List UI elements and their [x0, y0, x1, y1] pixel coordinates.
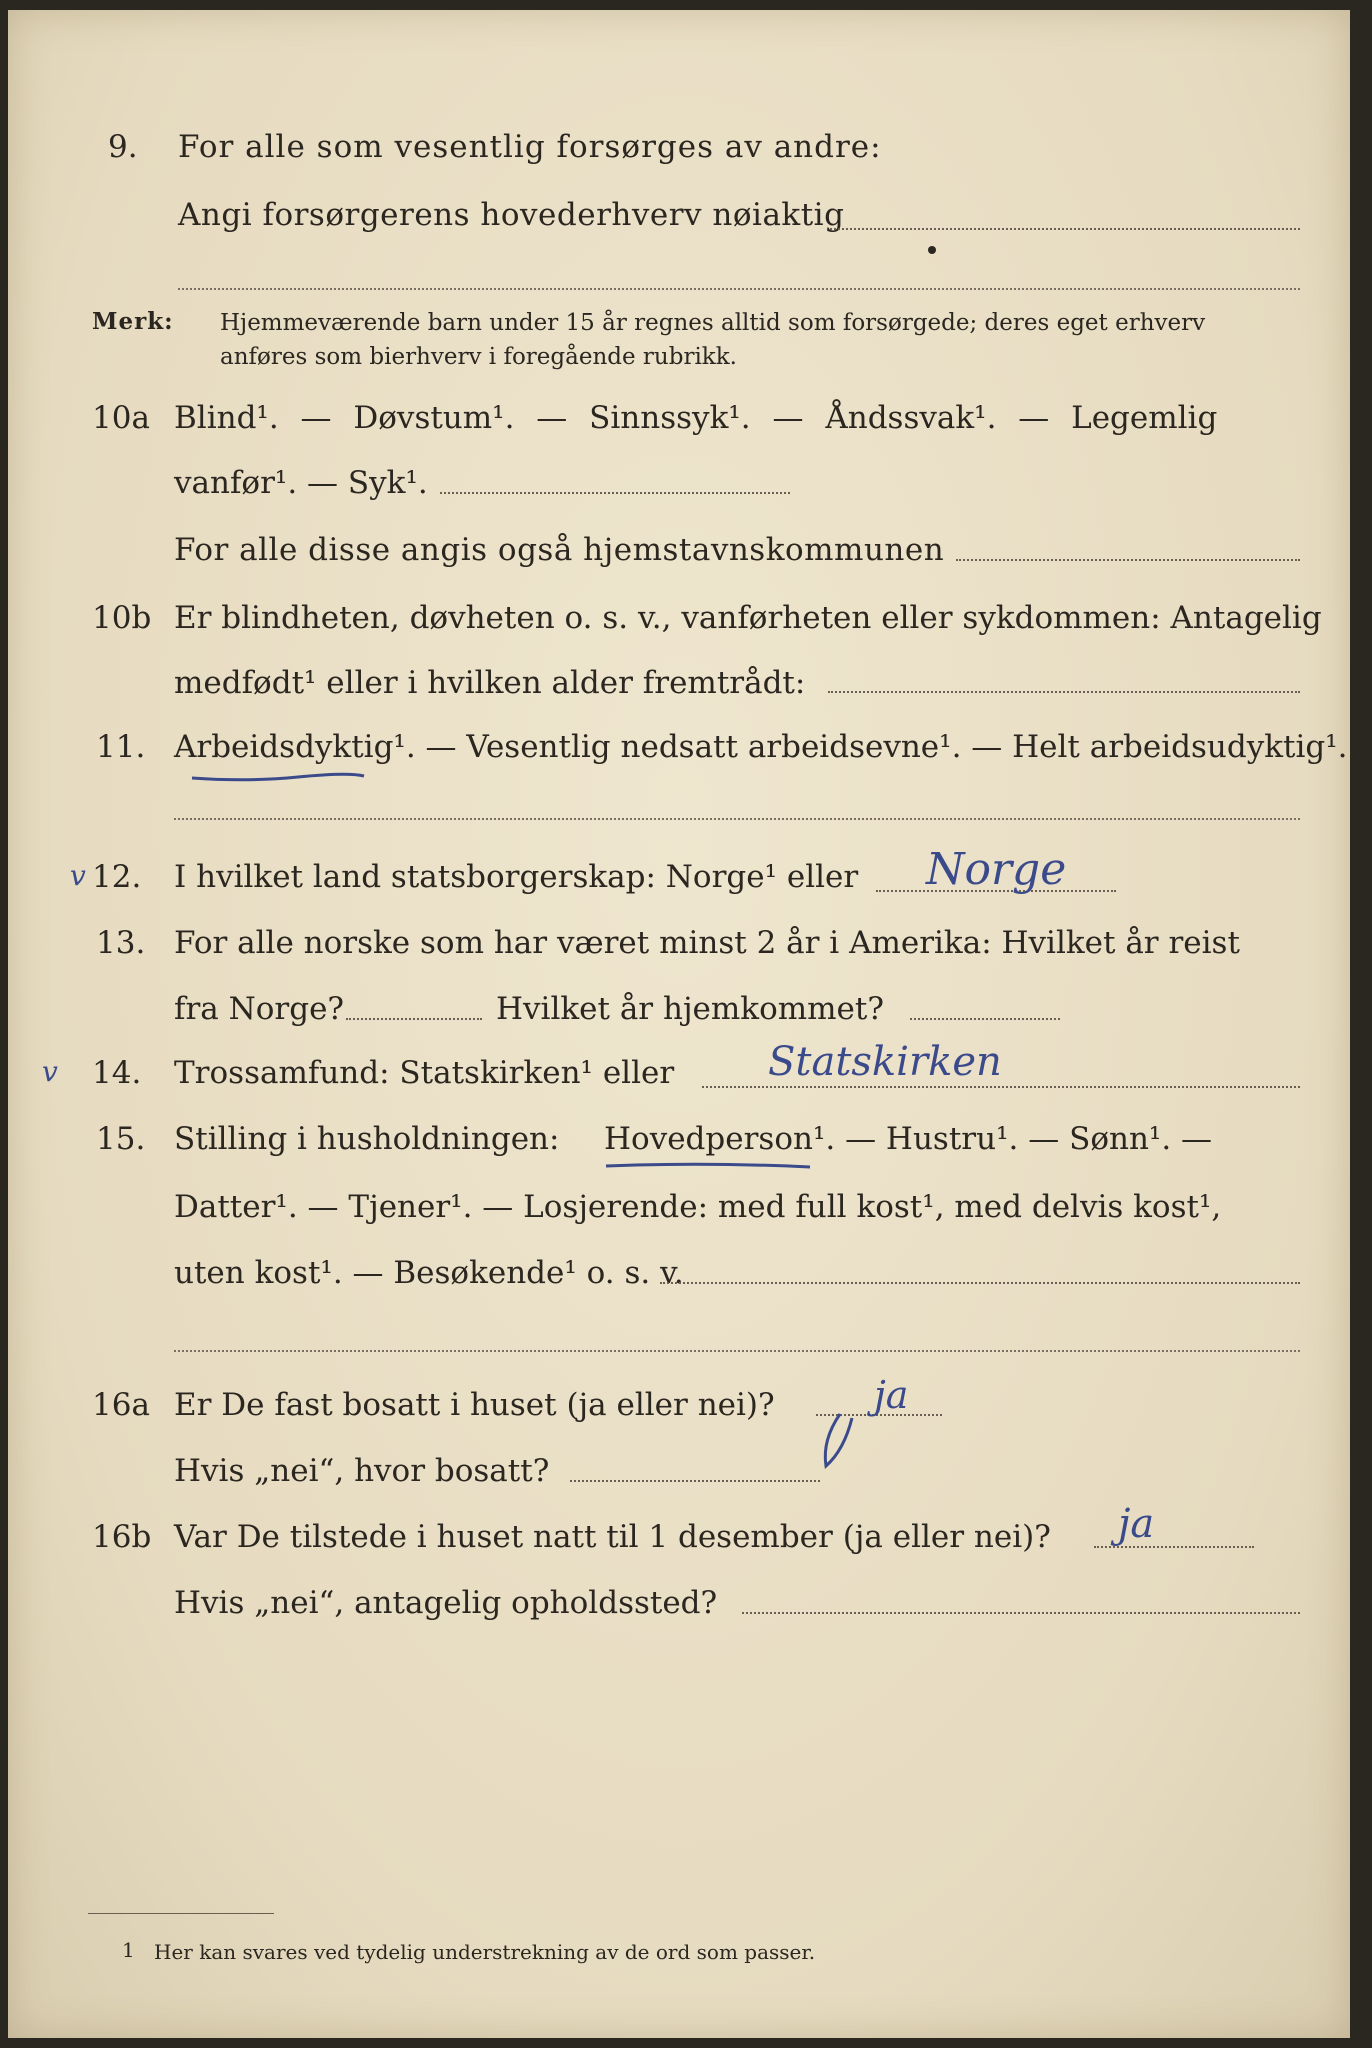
q15-line3: uten kost¹. — Besøkende¹ o. s. v. [174, 1255, 684, 1291]
q11-number: 11. [96, 729, 146, 765]
q12-check-mark: v [70, 859, 86, 892]
q14-number: 14. [92, 1055, 142, 1091]
q10b-answer-line[interactable] [828, 691, 1300, 693]
underline-hovedperson [604, 1158, 814, 1172]
q9-number: 9. [108, 129, 138, 165]
q14-line1: Trossamfund: Statskirken¹ eller [174, 1055, 675, 1091]
q12-line1: I hvilket land statsborgerskap: Norge¹ eller [174, 859, 859, 895]
q16a-residence-line[interactable] [570, 1480, 820, 1482]
q10a-answer-line[interactable] [440, 492, 790, 494]
q15-number: 15. [96, 1121, 146, 1157]
census-form-page [8, 10, 1350, 2038]
q15-line1a: Stilling i husholdningen: [174, 1121, 560, 1157]
q15-line2: Datter¹. — Tjener¹. — Losjerende: med full kost¹, med delvis kost¹, [174, 1189, 1222, 1225]
q10a-municipality-line[interactable] [956, 559, 1300, 561]
q10b-line2: medfødt¹ eller i hvilken alder fremtrådt: [174, 665, 806, 701]
q9-answer-line-2[interactable] [178, 288, 1300, 290]
q15-answer-line[interactable] [660, 1282, 1300, 1284]
q16b-number: 16b [92, 1519, 152, 1555]
q14-check-mark: v [42, 1055, 58, 1088]
q16b-line2: Hvis „nei“, antagelig opholdssted? [174, 1585, 718, 1621]
merk-line2: anføres som bierhverv i foregående rubrikk. [220, 344, 737, 370]
q13-line2b: Hvilket år hjemkommet? [496, 991, 884, 1027]
merk-label: Merk: [92, 308, 174, 335]
q10a-line2: vanfør¹. — Syk¹. [174, 465, 428, 501]
q11-rule [174, 818, 1300, 820]
footnote-rule [88, 1913, 274, 1914]
q15-line1b: Hovedperson¹. — Hustru¹. — Sønn¹. — [604, 1121, 1213, 1157]
q12-number: 12. [92, 859, 142, 895]
q16a-handwritten-answer: ja [874, 1373, 909, 1417]
q15-rule [174, 1350, 1300, 1352]
q12-handwritten-answer: Norge [926, 844, 1067, 895]
ink-dot [928, 246, 936, 254]
q13-line2a: fra Norge? [174, 991, 345, 1027]
q16a-line2: Hvis „nei“, hvor bosatt? [174, 1453, 550, 1489]
q13-departure-line[interactable] [346, 1018, 482, 1020]
underline-arbeidsdyktig [188, 768, 368, 784]
q14-answer-line[interactable] [702, 1086, 1300, 1088]
q10a-line1: Blind¹. — Døvstum¹. — Sinnssyk¹. — Åndssvak¹. — Legemlig [174, 400, 1218, 436]
q11-line1: Arbeidsdyktig¹. — Vesentlig nedsatt arbeidsevne¹. — Helt arbeidsudyktig¹. [174, 729, 1348, 765]
q16b-handwritten-answer: ja [1118, 1501, 1155, 1547]
q13-return-line[interactable] [910, 1018, 1060, 1020]
merk-line1: Hjemmeværende barn under 15 år regnes alltid som forsørgede; deres eget erhverv [220, 310, 1206, 336]
q10b-line1: Er blindheten, døvheten o. s. v., vanførheten eller sykdommen: Antagelig [174, 600, 1322, 636]
q13-line1: For alle norske som har været minst 2 år i Amerika: Hvilket år reist [174, 925, 1240, 961]
q10a-line3: For alle disse angis også hjemstavnskommunen [174, 532, 945, 568]
handwritten-stroke [814, 1410, 864, 1474]
footnote-mark: 1 [122, 1938, 135, 1962]
q14-handwritten-answer: Statskirken [768, 1039, 1002, 1085]
q9-answer-line[interactable] [830, 228, 1300, 230]
q10b-number: 10b [92, 600, 152, 636]
q10a-number: 10a [92, 400, 150, 436]
q16b-location-line[interactable] [742, 1612, 1300, 1614]
q13-number: 13. [96, 925, 146, 961]
q16a-number: 16a [92, 1387, 150, 1423]
footnote-text: Her kan svares ved tydelig understrekning av de ord som passer. [154, 1940, 816, 1964]
q9-line2: Angi forsørgerens hovederhverv nøiaktig [178, 197, 845, 233]
q16b-line1: Var De tilstede i huset natt til 1 desember (ja eller nei)? [174, 1519, 1051, 1555]
q9-line1: For alle som vesentlig forsørges av andre: [178, 129, 882, 165]
q16a-line1: Er De fast bosatt i huset (ja eller nei)? [174, 1387, 775, 1423]
